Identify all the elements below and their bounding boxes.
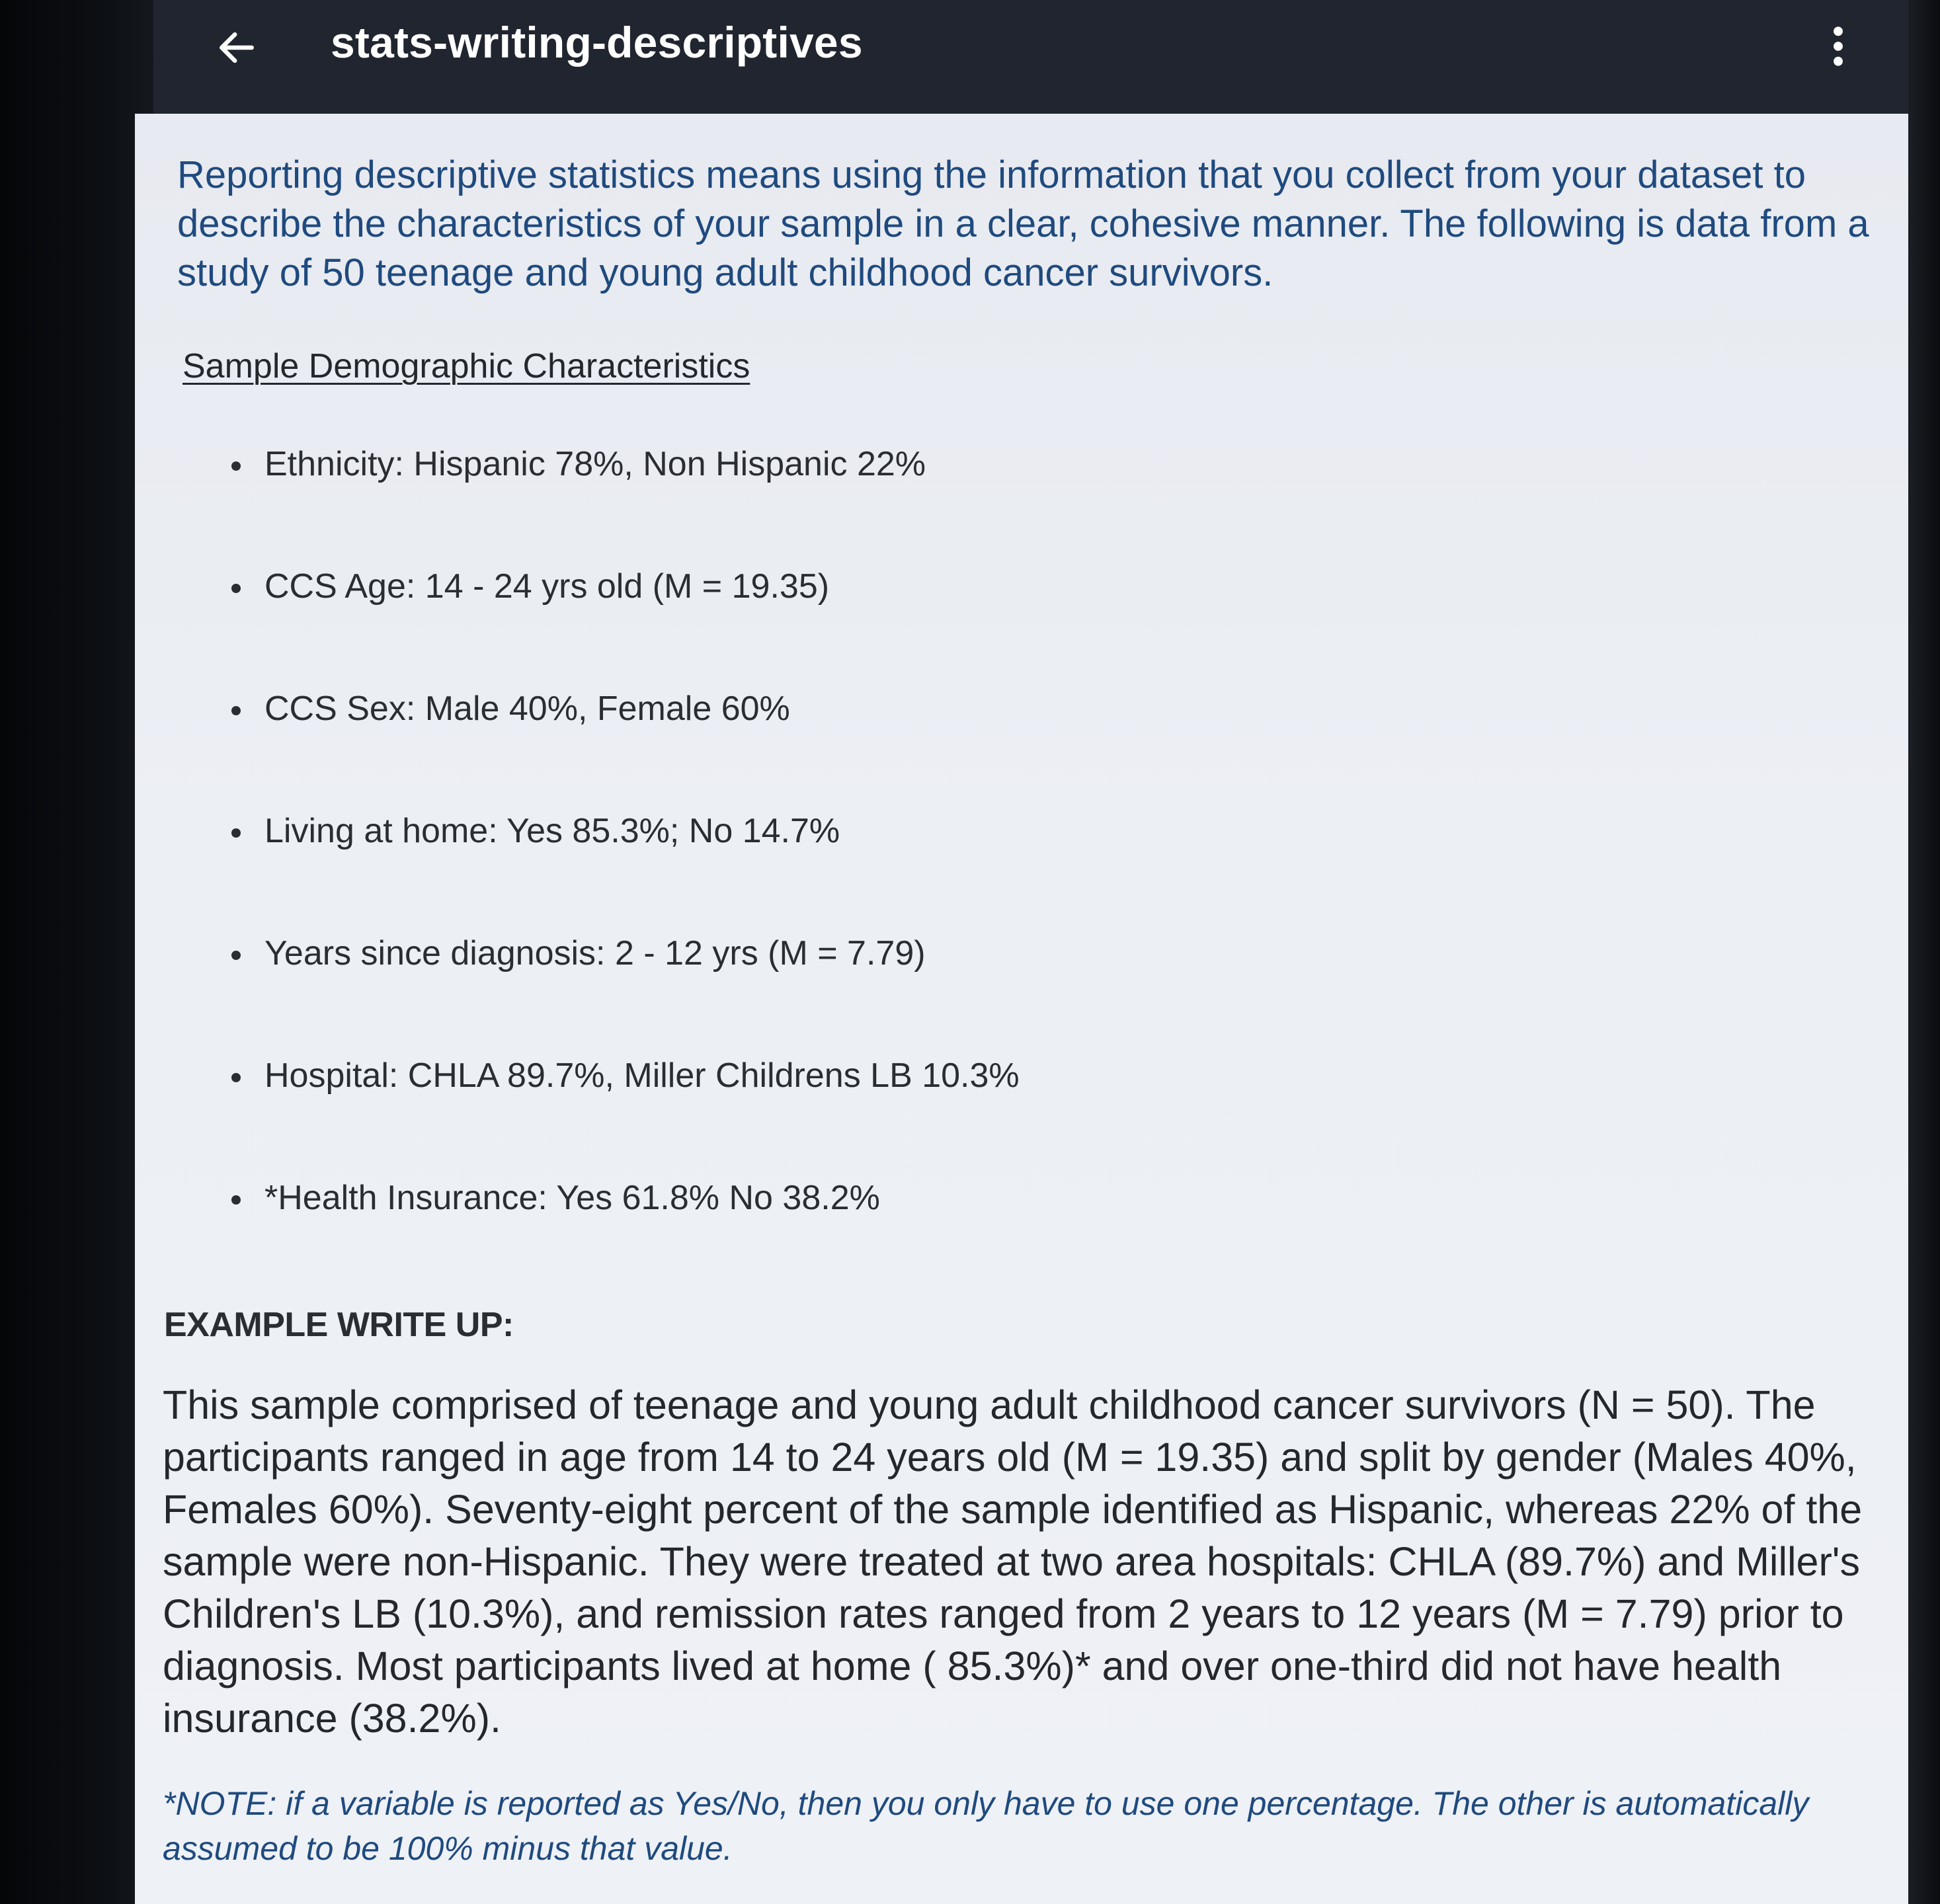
page-title: stats-writing-descriptives	[331, 18, 863, 67]
device-bezel-left	[0, 0, 153, 1904]
example-write-up: This sample comprised of teenage and young adult childhood cancer survivors (N = 50). The participants ranged in age from 14 to 24 years old (M = 19.35) and split by gender (Males 40%, Females 60%). Seventy-eight percent of the sample identified as Hispanic, whereas 22% of the sample were non-Hispanic. They were treated at two area hospitals: CHLA (89.7%) and Miller's Children's LB (10.3%), and remission rates ranged from 2 years to 12 years (M = 7.79) prior to diagnosis. Most participants lived at home ( 85.3%)* and over one-third did not have health insurance (38.2%).	[163, 1382, 1863, 1741]
list-item-years-since-diagnosis: Years since diagnosis: 2 - 12 yrs (M = 7.79)	[264, 934, 926, 972]
list-item-hospital: Hospital: CHLA 89.7%, Miller Childrens LB 10.3%	[264, 1056, 1020, 1095]
list-item-age: CCS Age: 14 - 24 yrs old (M = 19.35)	[264, 567, 830, 606]
example-heading: EXAMPLE WRITE UP:	[164, 1306, 514, 1344]
note-text: *NOTE: if a variable is reported as Yes/No, then you only have to use one percentage. The other is automatically assumed to be 100% minus that value.	[163, 1785, 1809, 1867]
list-item-sex: CCS Sex: Male 40%, Female 60%	[264, 690, 790, 728]
arrow-left-icon[interactable]	[214, 25, 259, 70]
list-item-health-insurance: *Health Insurance: Yes 61.8% No 38.2%	[264, 1179, 880, 1217]
list-item-ethnicity: Ethnicity: Hispanic 78%, Non Hispanic 22%	[264, 445, 926, 483]
intro-paragraph: Reporting descriptive statistics means using the information that you collect from your dataset to describe the characteristics of your sample in a clear, cohesive manner. The following is data from a study of 50 teenage and young adult childhood cancer survivors.	[177, 153, 1869, 294]
section-heading: Sample Demographic Characteristics	[182, 347, 750, 385]
kebab-menu-icon[interactable]	[1830, 25, 1846, 67]
list-item-living-at-home: Living at home: Yes 85.3%; No 14.7%	[264, 812, 840, 850]
